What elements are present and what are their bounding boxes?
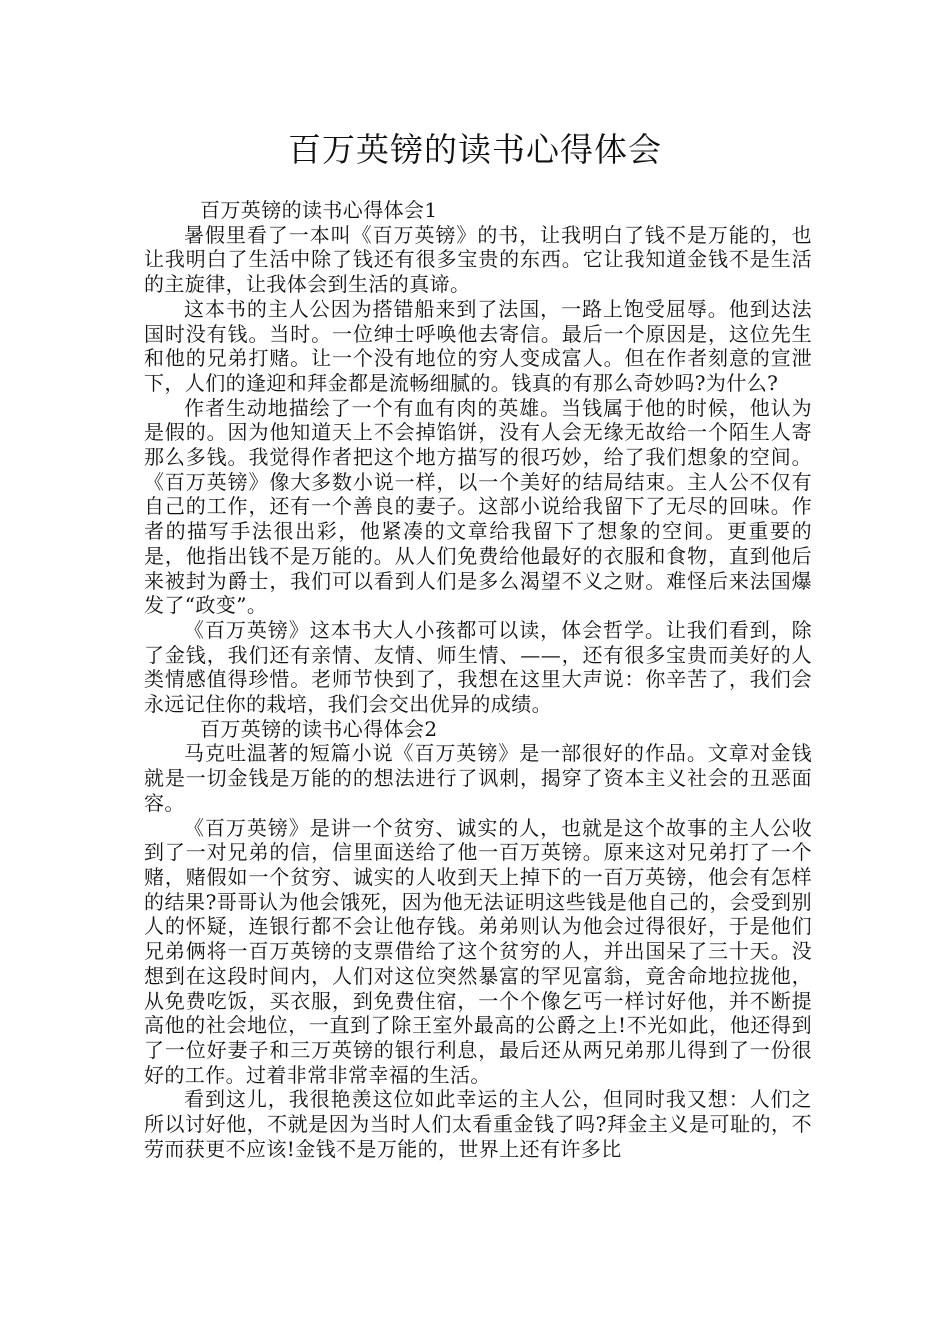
body-paragraph: 这本书的主人公因为搭错船来到了法国，一路上饱受屈辱。他到达法国时没有钱。当时。一位绅士呼唤他去寄信。最后一个原因是，这位先生和他的兄弟打赌。让一个没有地位的穷人变成富人。但在作者刻意的宣泄下，人们的逢迎和拜金都是流畅细腻的。钱真的有那么奇妙吗?为什么?: [144, 296, 812, 395]
document-body: [144, 198, 812, 1161]
body-paragraph: 看到这儿，我很艳羡这位如此幸运的主人公，但同时我又想：人们之所以讨好他，不就是因为当时人们太看重金钱了吗?拜金主义是可耻的，不劳而获更不应该!金钱不是万能的，世界上还有许多比: [144, 1087, 812, 1161]
body-paragraph: 暑假里看了一本叫《百万英镑》的书，让我明白了钱不是万能的，也让我明白了生活中除了钱还有很多宝贵的东西。它让我知道金钱不是生活的主旋律，让我体会到生活的真谛。: [144, 222, 812, 297]
section-heading: 百万英镑的读书心得体会2: [200, 716, 438, 741]
body-paragraph: 作者生动地描绘了一个有血有肉的英雄。当钱属于他的时候，他认为是假的。因为他知道天上不会掉馅饼，没有人会无缘无故给一个陌生人寄那么多钱。我觉得作者把这个地方描写的很巧妙，给了我们想象的空间。《百万英镑》像大多数小说一样，以一个美好的结局结束。主人公不仅有自己的工作，还有一个善良的妻子。这部小说给我留下了无尽的回味。作者的描写手法很出彩，他紧凑的文章给我留下了想象的空间。更重要的是，他指出钱不是万能的。从人们免费给他最好的衣服和食物，直到他后来被封为爵士，我们可以看到人们是多么渴望不义之财。难怪后来法国爆发了“政变”。: [144, 395, 812, 618]
body-paragraph: 《百万英镑》是讲一个贫穷、诚实的人，也就是这个故事的主人公收到了一对兄弟的信，信里面送给了他一百万英镑。原来这对兄弟打了一个赌，赌假如一个贫穷、诚实的人收到天上掉下的一百万英镑，他会有怎样的结果?哥哥认为他会饿死，因为他无法证明这些钱是他自己的，会受到别人的怀疑，连银行都不会让他存钱。弟弟则认为他会过得很好，于是他们兄弟俩将一百万英镑的支票借给了这个贫穷的人，并出国呆了三十天。没想到在这段时间内，人们对这位突然暴富的罕见富翁，竟舍命地拉拢他，从免费吃饭，买衣服，到免费住宿，一个个像乞丐一样讨好他，并不断提高他的社会地位，一直到了除王室外最高的公爵之上!不光如此，他还得到了一位好妻子和三万英镑的银行利息，最后还从两兄弟那儿得到了一份很好的工作。过着非常非常幸福的生活。: [144, 815, 812, 1087]
body-paragraph: 马克吐温著的短篇小说《百万英镑》是一部很好的作品。文章对金钱就是一切金钱是万能的的想法进行了讽刺，揭穿了资本主义社会的丑恶面容。: [144, 741, 812, 815]
section-heading: 百万英镑的读书心得体会1: [200, 198, 438, 222]
body-paragraph: 《百万英镑》这本书大人小孩都可以读，体会哲学。让我们看到，除了金钱，我们还有亲情、友情、师生情、——，还有很多宝贵而美好的人类情感值得珍惜。老师节快到了，我想在这里大声说：你辛苦了，我们会永远记住你的栽培，我们会交出优异的成绩。: [144, 617, 812, 717]
document-title: 百万英镑的读书心得体会: [288, 130, 662, 169]
